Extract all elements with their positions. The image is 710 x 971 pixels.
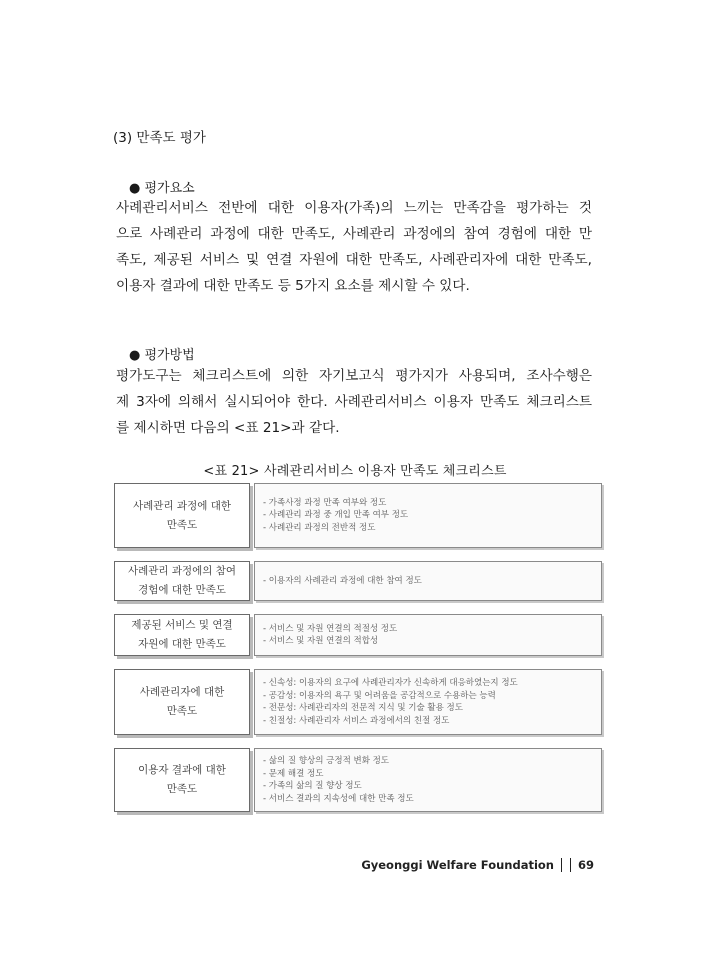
paragraph-line: 를 제시하면 다음의 <표 21>과 같다. — [116, 420, 340, 436]
table-row — [114, 669, 602, 735]
paragraph-line: 이용자 결과에 대한 만족도 등 5가지 요소를 제시할 수 있다. — [116, 278, 470, 294]
item-text: - 가족의 삶의 질 향상 정도 — [263, 781, 362, 791]
item-text: - 이용자의 사례관리 과정에 대한 참여 정도 — [263, 575, 422, 586]
row-items — [254, 561, 602, 601]
row-label — [114, 614, 250, 656]
section-title: (3) 만족도 평가 — [113, 130, 206, 146]
paragraph-line: 족도, 제공된 서비스 및 연결 자원에 대한 만족도, 사례관리자에 대한 만족도, — [116, 252, 592, 268]
label-line: 경험에 대한 만족도 — [138, 584, 226, 596]
item-text: - 친절성: 사례관리자 서비스 과정에서의 친절 정도 — [263, 715, 450, 726]
item-text: - 서비스 결과의 지속성에 대한 만족 정도 — [263, 793, 414, 804]
footer-org: Gyeonggi Welfare Foundation — [361, 858, 554, 872]
paragraph-line: 제 3자에 의해서 실시되어야 한다. 사례관리서비스 이용자 만족도 체크리스트 — [116, 394, 592, 410]
elements-heading: ● 평가요소 — [129, 181, 195, 196]
label-line: 제공된 서비스 및 연결 — [131, 619, 233, 631]
row-items — [254, 483, 602, 548]
footer-divider — [561, 858, 562, 872]
elements-paragraph — [116, 195, 592, 299]
table-row — [114, 748, 602, 812]
label-line: 이용자 결과에 대한 — [138, 764, 226, 776]
item-text: - 사례관리 과정 중 개입 만족 여부 정도 — [263, 510, 409, 521]
label-line: 만족도 — [166, 783, 198, 795]
item-text: - 전문성: 사례관리자의 전문적 지식 및 기술 활용 정도 — [263, 703, 463, 713]
row-items — [254, 748, 602, 812]
item-text: - 삶의 질 향상의 긍정적 변화 정도 — [263, 756, 390, 766]
item-text: - 사례관리 과정의 전반적 정도 — [263, 522, 376, 533]
paragraph-line: 평가도구는 체크리스트에 의한 자기보고식 평가지가 사용되며, 조사수행은 — [116, 368, 592, 384]
item-text: - 신속성: 이용자의 요구에 사례관리자가 신속하게 대응하였는지 정도 — [263, 678, 518, 688]
label-line: 만족도 — [166, 518, 198, 531]
page-number: 69 — [577, 858, 594, 872]
item-text: - 가족사정 과정 만족 여부와 정도 — [263, 497, 387, 508]
row-label — [114, 669, 250, 735]
item-text: - 문제 해결 정도 — [263, 768, 324, 779]
footer-divider — [570, 858, 571, 872]
label-line: 사례관리 과정에의 참여 — [127, 565, 237, 577]
methods-heading: ● 평가방법 — [129, 348, 195, 363]
item-text: - 서비스 및 자원 연결의 적합성 — [263, 636, 379, 646]
paragraph-line: 으로 사례관리 과정에 대한 만족도, 사례관리 과정에의 참여 경험에 대한 만 — [116, 226, 592, 242]
label-line: 사례관리자에 대한 — [139, 686, 225, 698]
row-label — [114, 748, 250, 812]
row-label — [114, 561, 250, 601]
methods-paragraph — [116, 363, 592, 441]
row-items — [254, 614, 602, 656]
table-row — [114, 561, 602, 601]
label-line: 사례관리 과정에 대한 — [133, 499, 231, 512]
item-text: - 서비스 및 자원 연결의 적절성 정도 — [263, 623, 398, 634]
row-items — [254, 669, 602, 735]
label-line: 자원에 대한 만족도 — [138, 638, 226, 650]
page-footer — [361, 858, 594, 872]
row-label — [114, 483, 250, 548]
table-caption: <표 21> 사례관리서비스 이용자 만족도 체크리스트 — [203, 464, 507, 479]
label-line: 만족도 — [166, 705, 198, 717]
item-text: - 공감성: 이용자의 욕구 및 어려움을 공감적으로 수용하는 능력 — [263, 690, 496, 701]
table-row — [114, 614, 602, 656]
paragraph-line: 사례관리서비스 전반에 대한 이용자(가족)의 느끼는 만족감을 평가하는 것 — [116, 200, 592, 216]
table-row — [114, 483, 602, 548]
